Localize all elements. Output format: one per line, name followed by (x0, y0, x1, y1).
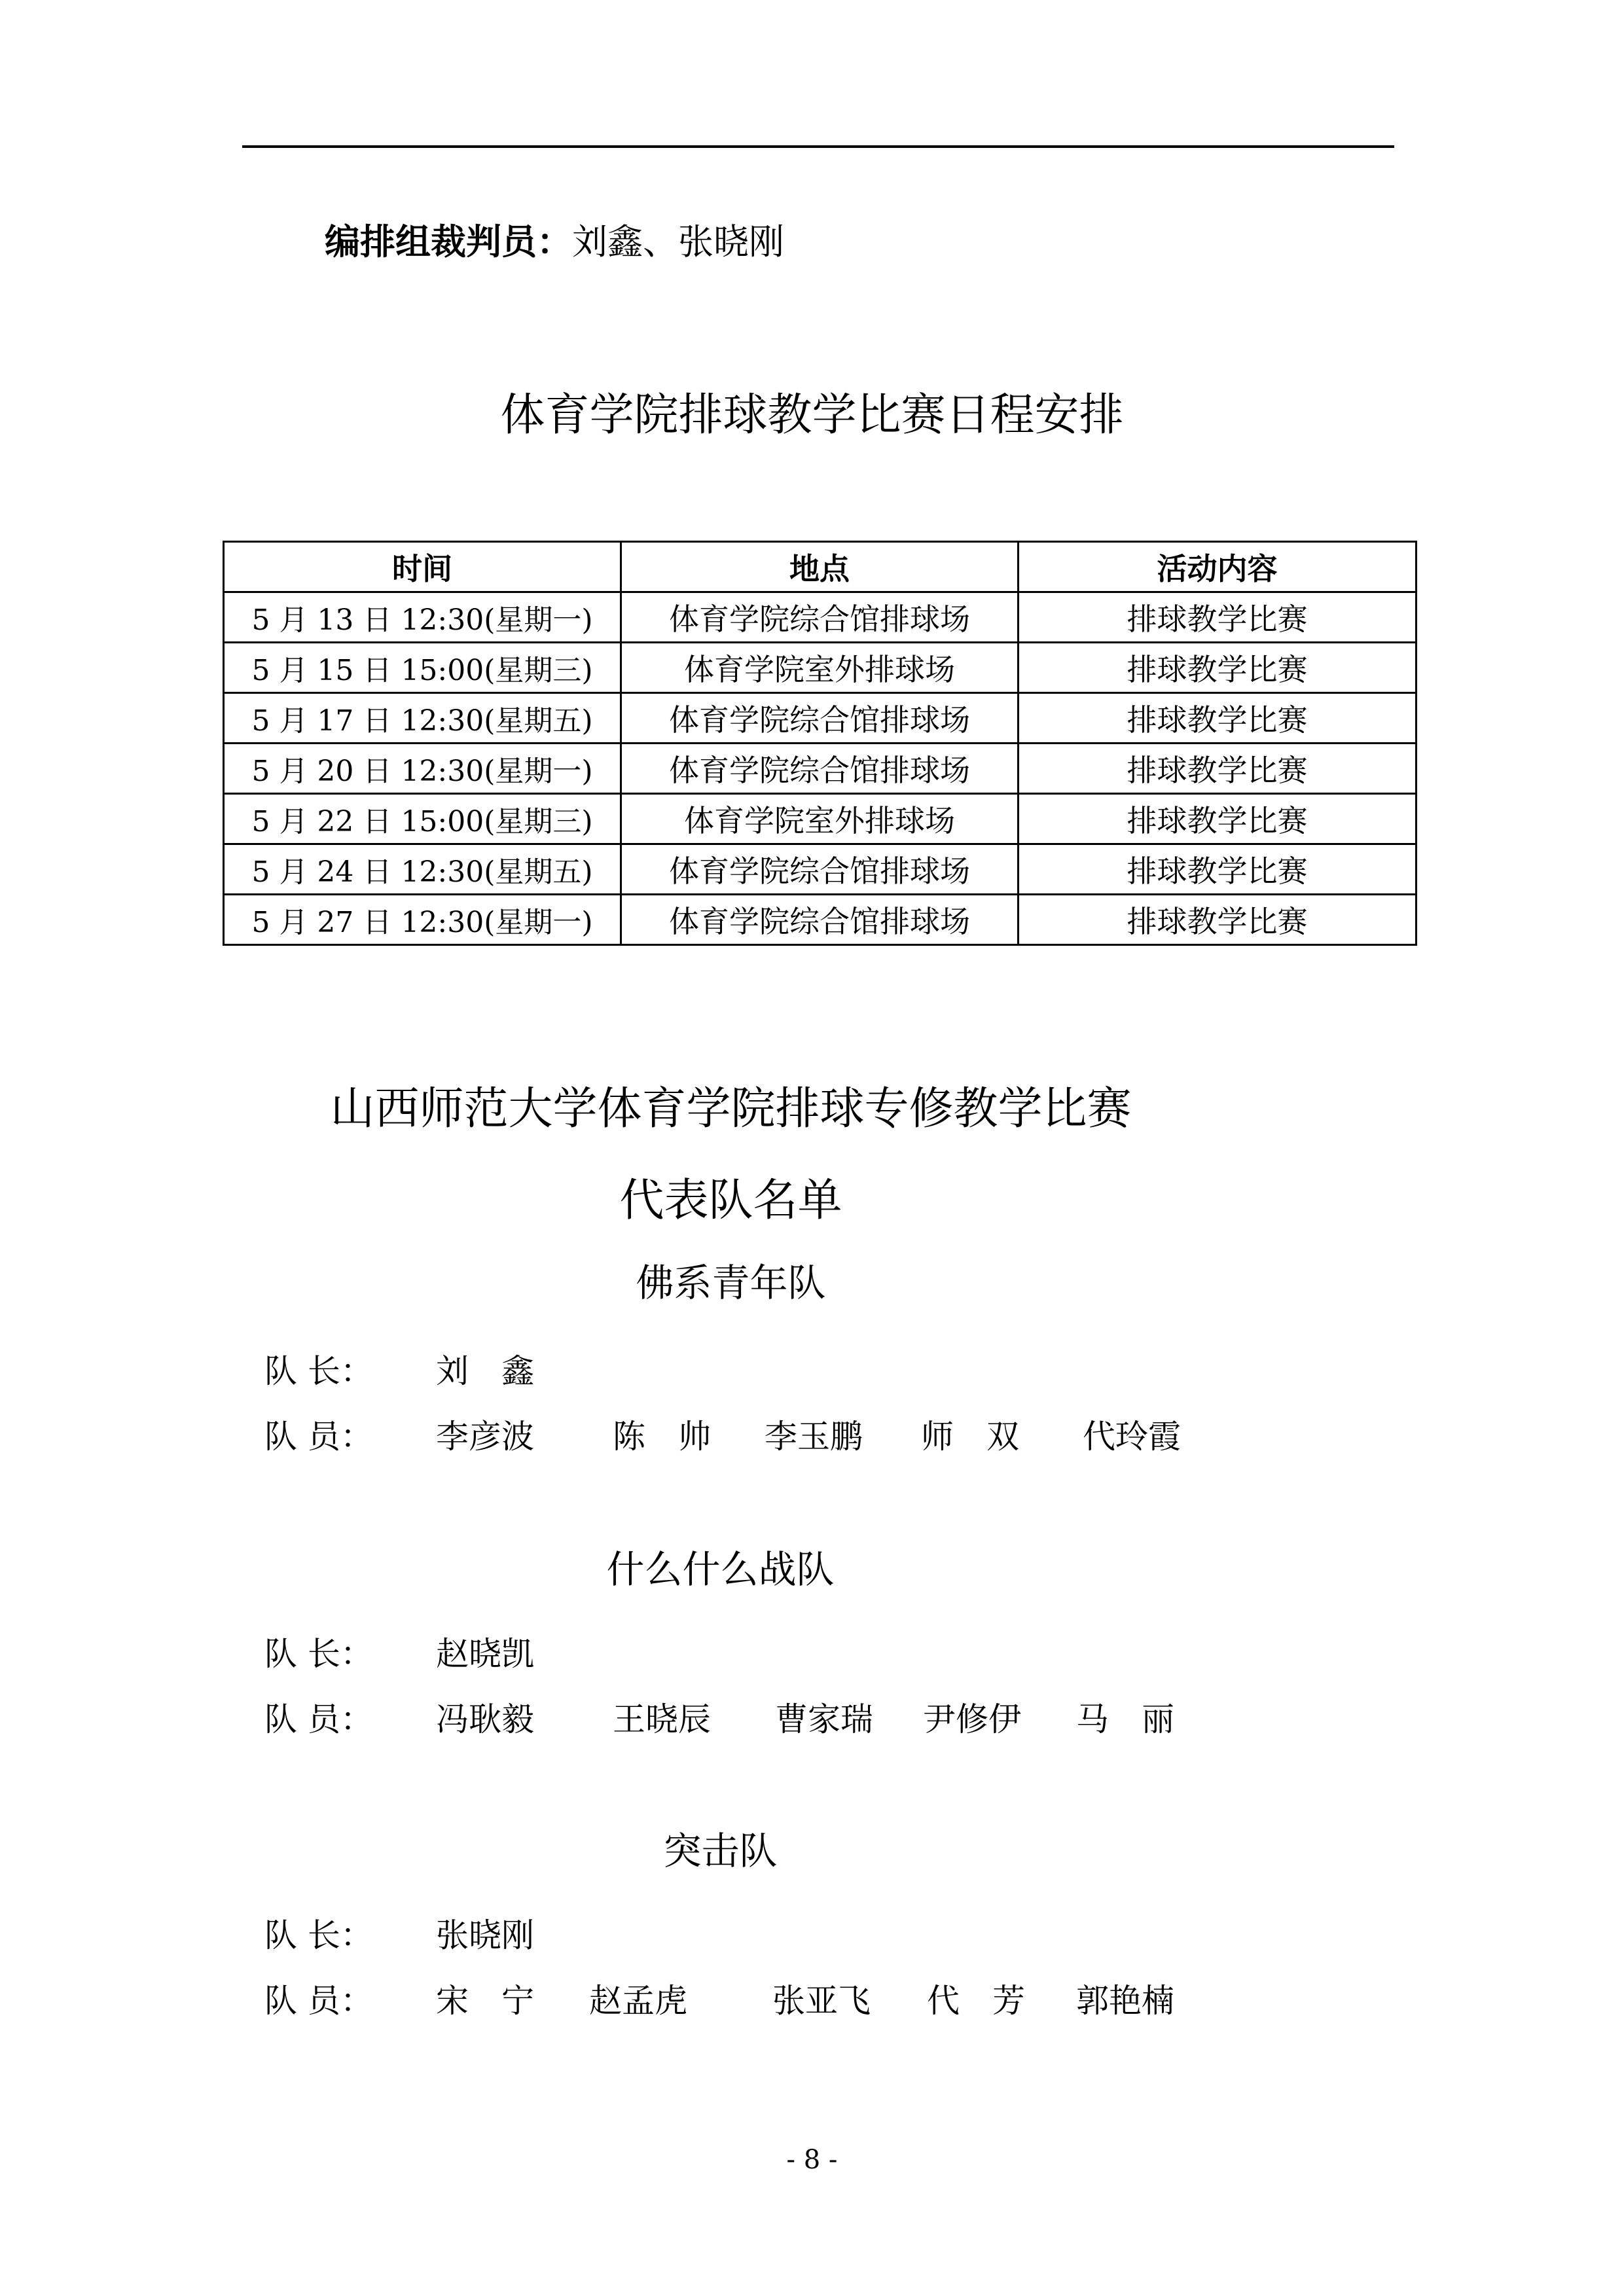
roster-title: 山西师范大学体育学院排球专修教学比赛 (330, 1083, 1132, 1135)
referee-line (325, 216, 784, 268)
member-name: 郭艳楠 (1076, 1982, 1174, 2020)
member-name: 代玲霞 (1083, 1418, 1181, 1456)
member-name: 代 芳 (927, 1982, 1025, 2020)
captain-name: 赵晓凯 (436, 1635, 534, 1673)
cell-time: 5 月 20 日 12:30(星期一) (224, 744, 621, 794)
schedule-title: 体育学院排球教学比赛日程安排 (500, 389, 1124, 441)
referee-label: 编排组裁判员： (325, 221, 572, 262)
cell-location: 体育学院室外排球场 (621, 794, 1019, 844)
cell-location: 体育学院室外排球场 (621, 643, 1019, 693)
member-name: 王晓辰 (613, 1700, 711, 1738)
member-name: 陈 帅 (613, 1418, 711, 1456)
cell-activity: 排球教学比赛 (1019, 895, 1416, 945)
cell-location: 体育学院综合馆排球场 (621, 844, 1019, 895)
roster-subtitle: 代表队名单 (619, 1175, 842, 1227)
cell-activity: 排球教学比赛 (1019, 592, 1416, 643)
cell-activity: 排球教学比赛 (1019, 744, 1416, 794)
member-name: 尹修伊 (923, 1700, 1021, 1738)
table-row (224, 643, 1416, 693)
member-name: 马 丽 (1076, 1700, 1174, 1738)
member-name: 曹家瑞 (775, 1700, 873, 1738)
team-name: 佛系青年队 (636, 1261, 826, 1305)
table-row (224, 844, 1416, 895)
cell-activity: 排球教学比赛 (1019, 643, 1416, 693)
member-label: 队 员： (264, 1418, 373, 1456)
captain-name: 张晓刚 (436, 1916, 534, 1954)
cell-time: 5 月 24 日 12:30(星期五) (224, 844, 621, 895)
header-activity: 活动内容 (1019, 542, 1416, 592)
referee-names: 刘鑫、张晓刚 (572, 221, 784, 262)
cell-time: 5 月 17 日 12:30(星期五) (224, 693, 621, 744)
cell-location: 体育学院综合馆排球场 (621, 744, 1019, 794)
cell-activity: 排球教学比赛 (1019, 693, 1416, 744)
member-name: 李彦波 (436, 1418, 534, 1456)
member-label: 队 员： (264, 1700, 373, 1738)
team-name: 突击队 (663, 1829, 778, 1873)
captain-label: 队 长： (264, 1352, 373, 1390)
header-time: 时间 (224, 542, 621, 592)
header-rule (242, 145, 1394, 148)
table-row (224, 744, 1416, 794)
member-name: 师 双 (921, 1418, 1019, 1456)
table-row (224, 895, 1416, 945)
member-name: 冯耿毅 (436, 1700, 534, 1738)
captain-label: 队 长： (264, 1916, 373, 1954)
cell-time: 5 月 27 日 12:30(星期一) (224, 895, 621, 945)
header-location: 地点 (621, 542, 1019, 592)
table-row (224, 794, 1416, 844)
member-name: 李玉鹏 (765, 1418, 863, 1456)
captain-label: 队 长： (264, 1635, 373, 1673)
captain-name: 刘 鑫 (436, 1352, 534, 1390)
page-number: - 8 - (786, 2145, 838, 2175)
team-name: 什么什么战队 (606, 1547, 835, 1592)
table-row (224, 693, 1416, 744)
member-name: 赵孟虎 (589, 1982, 687, 2020)
cell-activity: 排球教学比赛 (1019, 794, 1416, 844)
cell-location: 体育学院综合馆排球场 (621, 895, 1019, 945)
cell-time: 5 月 15 日 15:00(星期三) (224, 643, 621, 693)
cell-location: 体育学院综合馆排球场 (621, 693, 1019, 744)
member-label: 队 员： (264, 1982, 373, 2020)
cell-location: 体育学院综合馆排球场 (621, 592, 1019, 643)
member-name: 张亚飞 (772, 1982, 871, 2020)
cell-time: 5 月 22 日 15:00(星期三) (224, 794, 621, 844)
cell-activity: 排球教学比赛 (1019, 844, 1416, 895)
member-name: 宋 宁 (436, 1982, 534, 2020)
table-row (224, 592, 1416, 643)
cell-time: 5 月 13 日 12:30(星期一) (224, 592, 621, 643)
schedule-table (223, 541, 1417, 946)
table-header-row (224, 542, 1416, 592)
